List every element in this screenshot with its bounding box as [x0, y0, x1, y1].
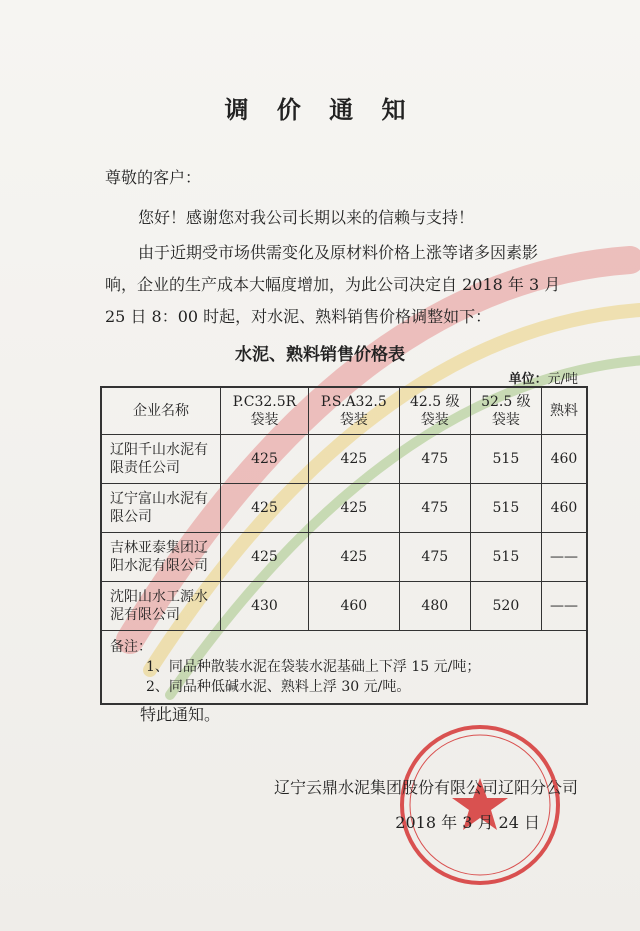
- company-cell: 辽阳千山水泥有 限责任公司: [101, 435, 221, 484]
- price-cell: 425: [308, 484, 399, 533]
- body-line-1: 由于近期受市场供需变化及原材料价格上涨等诸多因素影: [138, 243, 539, 262]
- body-line-3: 25 日 8：00 时起，对水泥、熟料销售价格调整如下：: [105, 307, 492, 326]
- closing-text: 特此通知。: [140, 705, 221, 724]
- price-table: [100, 386, 588, 705]
- company-seal-stamp: [395, 720, 565, 890]
- price-cell: 515: [470, 533, 541, 582]
- header-clinker: 熟料: [541, 387, 587, 435]
- price-cell: ——: [541, 533, 587, 582]
- notes-cell: [101, 631, 587, 705]
- table-row: [101, 582, 587, 631]
- unit-label: [509, 368, 578, 387]
- notes-row: [101, 631, 587, 705]
- body-line-2: 响，企业的生产成本大幅度增加，为此公司决定自 2018 年 3 月: [105, 275, 561, 294]
- price-cell: 425: [221, 435, 309, 484]
- price-cell: 430: [221, 582, 309, 631]
- company-cell: 辽宁富山水泥有 限公司: [101, 484, 221, 533]
- salutation: 尊敬的客户：: [105, 168, 202, 187]
- signer-company: 辽宁云鼎水泥集团股份有限公司辽阳分公司: [273, 778, 578, 797]
- price-cell: 475: [399, 533, 470, 582]
- table-row: [101, 435, 587, 484]
- header-pc325r: P.C32.5R 袋装: [221, 387, 309, 435]
- unit-value: 元/吨: [547, 372, 578, 387]
- note-item: 1、同品种散装水泥在袋装水泥基础上下浮 15 元/吨；: [146, 659, 481, 675]
- header-company: 企业名称: [101, 387, 221, 435]
- notice-title: 调 价 通 知: [224, 95, 416, 124]
- price-cell: 425: [221, 533, 309, 582]
- price-cell: 425: [308, 435, 399, 484]
- price-cell: 520: [470, 582, 541, 631]
- price-cell: 460: [541, 484, 587, 533]
- price-cell: 475: [399, 484, 470, 533]
- price-cell: 460: [541, 435, 587, 484]
- price-cell: 475: [399, 435, 470, 484]
- price-cell: 460: [308, 582, 399, 631]
- notes-heading: 备注：: [110, 639, 152, 655]
- company-cell: 吉林亚泰集团辽 阳水泥有限公司: [101, 533, 221, 582]
- notice-date: 2018 年 3 月 24 日: [395, 813, 540, 832]
- unit-label-prefix: 单位：: [508, 372, 548, 387]
- price-cell: 515: [470, 484, 541, 533]
- table-row: [101, 533, 587, 582]
- table-title: 水泥、熟料销售价格表: [235, 345, 405, 365]
- note-item: 2、同品种低碱水泥、熟料上浮 30 元/吨。: [146, 679, 411, 695]
- greeting-paragraph: 您好！感谢您对我公司长期以来的信赖与支持！: [138, 208, 475, 227]
- header-psa325: P.S.A32.5 袋装: [308, 387, 399, 435]
- table-row: [101, 484, 587, 533]
- company-cell: 沈阳山水工源水 泥有限公司: [101, 582, 221, 631]
- price-cell: 425: [221, 484, 309, 533]
- header-525: 52.5 级 袋装: [470, 387, 541, 435]
- price-cell: 425: [308, 533, 399, 582]
- price-cell: ——: [541, 582, 587, 631]
- price-cell: 480: [399, 582, 470, 631]
- header-425: 42.5 级 袋装: [399, 387, 470, 435]
- price-cell: 515: [470, 435, 541, 484]
- table-header-row: [101, 387, 587, 435]
